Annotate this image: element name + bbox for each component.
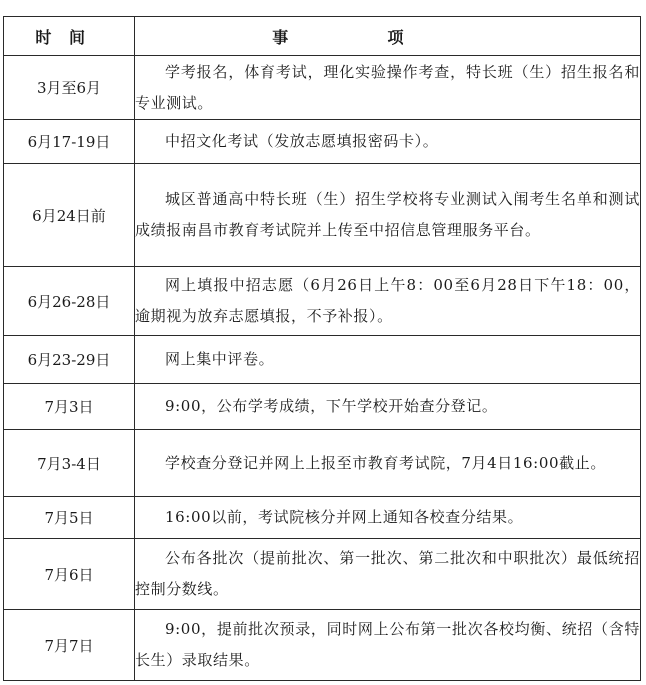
row-item: 城区普通高中特长班（生）招生学校将专业测试入闱考生名单和测试成绩报南昌市教育考试院并上传至中招信息管理服务平台。 bbox=[135, 164, 641, 267]
header-time: 时间 bbox=[4, 17, 135, 56]
table-row bbox=[4, 610, 641, 681]
row-time: 6月24日前 bbox=[4, 164, 135, 267]
row-item: 16:00以前，考试院核分并网上通知各校查分结果。 bbox=[135, 497, 641, 539]
row-item: 9:00，提前批次预录，同时网上公布第一批次各校均衡、统招（含特长生）录取结果。 bbox=[135, 610, 641, 681]
row-item: 公布各批次（提前批次、第一批次、第二批次和中职批次）最低统招控制分数线。 bbox=[135, 539, 641, 610]
row-time: 7月6日 bbox=[4, 539, 135, 610]
row-time: 7月3日 bbox=[4, 384, 135, 430]
table-header-row bbox=[4, 17, 641, 56]
table-row bbox=[4, 497, 641, 539]
row-item: 网上集中评卷。 bbox=[135, 336, 641, 384]
row-time: 6月26-28日 bbox=[4, 267, 135, 336]
schedule-table bbox=[3, 16, 641, 681]
row-time: 6月17-19日 bbox=[4, 120, 135, 164]
table-row bbox=[4, 336, 641, 384]
header-item: 事项 bbox=[135, 17, 641, 56]
row-time: 7月7日 bbox=[4, 610, 135, 681]
row-item: 中招文化考试（发放志愿填报密码卡）。 bbox=[135, 120, 641, 164]
row-item: 学校查分登记并网上上报至市教育考试院，7月4日16:00截止。 bbox=[135, 430, 641, 497]
row-time: 6月23-29日 bbox=[4, 336, 135, 384]
row-time: 7月5日 bbox=[4, 497, 135, 539]
row-item: 9:00，公布学考成绩，下午学校开始查分登记。 bbox=[135, 384, 641, 430]
table-row bbox=[4, 120, 641, 164]
table-row bbox=[4, 267, 641, 336]
table-row bbox=[4, 539, 641, 610]
table-row bbox=[4, 164, 641, 267]
row-time: 3月至6月 bbox=[4, 56, 135, 120]
row-item: 网上填报中招志愿（6月26日上午8：00至6月28日下午18：00，逾期视为放弃志愿填报，不予补报）。 bbox=[135, 267, 641, 336]
row-time: 7月3-4日 bbox=[4, 430, 135, 497]
table-row bbox=[4, 56, 641, 120]
table-row bbox=[4, 384, 641, 430]
row-item: 学考报名，体育考试，理化实验操作考查，特长班（生）招生报名和专业测试。 bbox=[135, 56, 641, 120]
table-row bbox=[4, 430, 641, 497]
